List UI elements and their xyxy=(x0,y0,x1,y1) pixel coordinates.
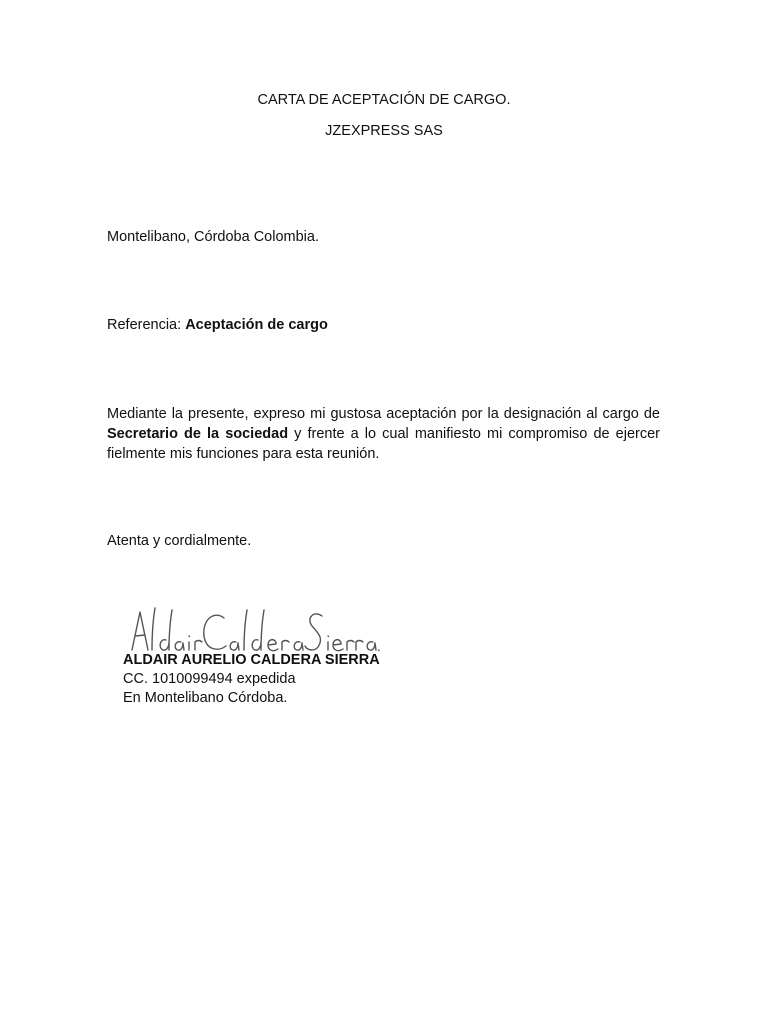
signature-drawing xyxy=(118,598,380,658)
reference-value: Aceptación de cargo xyxy=(185,317,328,333)
reference-line xyxy=(107,317,328,333)
reference-label: Referencia: xyxy=(107,317,186,333)
signer-place: En Montelibano Córdoba. xyxy=(123,690,288,706)
company-name: JZEXPRESS SAS xyxy=(325,123,443,139)
handwritten-signature xyxy=(118,598,380,658)
signer-name: ALDAIR AURELIO CALDERA SIERRA xyxy=(123,652,380,668)
closing-line: Atenta y cordialmente. xyxy=(107,533,252,549)
signer-id: CC. 1010099494 expedida xyxy=(123,671,296,687)
letter-title: CARTA DE ACEPTACIÓN DE CARGO. xyxy=(257,92,511,108)
body-text-part2: y frente a lo cual manifiesto mi compromiso de ejercer fielmente mis funciones para esta reunión. xyxy=(107,426,660,462)
place-line: Montelibano, Córdoba Colombia. xyxy=(107,229,319,245)
body-paragraph xyxy=(107,404,660,464)
body-text-part1: Mediante la presente, expreso mi gustosa aceptación por la designación al cargo de xyxy=(107,406,660,422)
position-title: Secretario de la sociedad xyxy=(107,426,289,442)
